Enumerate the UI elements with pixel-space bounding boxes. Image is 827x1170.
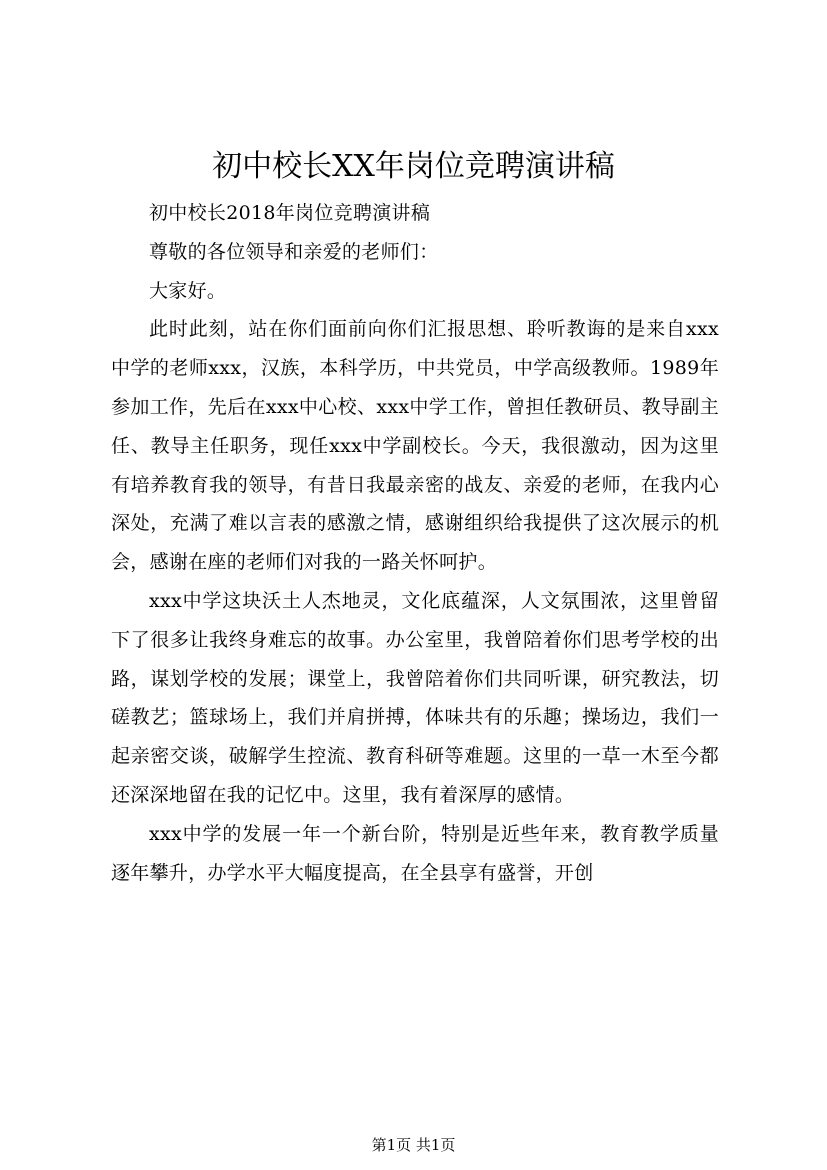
paragraph-subtitle: 初中校长2018年岗位竞聘演讲稿: [149, 202, 431, 224]
page-number: 第1页 共1页: [371, 1136, 456, 1154]
paragraph-introduction: 此时此刻，站在你们面前向你们汇报思想、聆听教诲的是来自xxx中学的老师xxx，汉族，本科学历，中共党员，中学高级教师。1989年参加工作，先后在xxx中心校、xxx中学工作，曾担任教研员、教导副主任、教导主任职务，现任xxx中学副校长。今天，我很激动，因为这里有培养教育我的领导，有昔日我最亲密的战友、亲爱的老师，在我内心深处，充满了难以言表的感激之情，感谢组织给我提供了这次展示的机会，感谢在座的老师们对我的一路关怀呵护。: [111, 318, 719, 574]
paragraph-greeting: 大家好。: [149, 279, 227, 302]
document-body: [111, 194, 719, 892]
page-footer: [0, 1135, 827, 1155]
document-title: 初中校长XX年岗位竞聘演讲稿: [212, 149, 615, 184]
paragraph-development: xxx中学的发展一年一个新台阶，特别是近些年来，教育教学质量逐年攀升，办学水平大幅度提高，在全县享有盛誉，开创: [111, 822, 719, 884]
paragraph-memories: xxx中学这块沃土人杰地灵，文化底蕴深，人文氛围浓，这里曾留下了很多让我终身难忘的故事。办公室里，我曾陪着你们思考学校的出路，谋划学校的发展；课堂上，我曾陪着你们共同听课，研究教法，切磋教艺；篮球场上，我们并肩拼搏，体味共有的乐趣；操场边，我们一起亲密交谈，破解学生控流、教育科研等难题。这里的一草一木至今都还深深地留在我的记忆中。这里，我有着深厚的感情。: [111, 589, 719, 806]
paragraph-salutation: 尊敬的各位领导和亲爱的老师们：: [149, 240, 439, 263]
